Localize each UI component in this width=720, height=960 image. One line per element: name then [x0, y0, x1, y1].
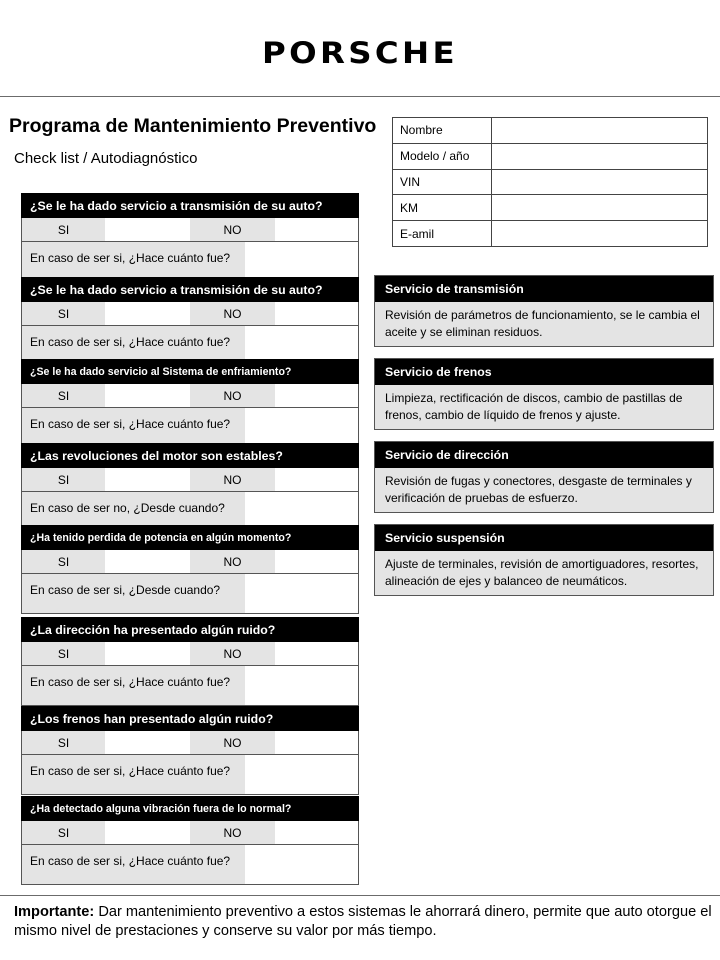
service-box-steering [374, 441, 714, 513]
top-divider [0, 96, 720, 97]
info-row-email [393, 221, 708, 247]
followup-answer-field[interactable] [245, 755, 358, 794]
question-header: ¿Ha tenido perdida de potencia en algún momento? [21, 525, 359, 550]
yes-label: SI [22, 550, 105, 573]
followup-row [21, 242, 359, 282]
no-label: NO [190, 642, 275, 665]
service-description: Revisión de fugas y conectores, desgaste de terminales y verificación de pruebas de esfuerzo. [375, 468, 713, 512]
yes-checkbox[interactable] [105, 384, 190, 407]
followup-answer-field[interactable] [245, 666, 358, 705]
question-header: ¿La dirección ha presentado algún ruido? [21, 617, 359, 642]
no-label: NO [190, 731, 275, 754]
question-block-steering-noise [21, 617, 359, 706]
no-label: NO [190, 218, 275, 241]
info-label: KM [393, 195, 492, 221]
no-checkbox[interactable] [275, 550, 358, 573]
followup-row [21, 755, 359, 795]
no-label: NO [190, 821, 275, 844]
followup-label: En caso de ser si, ¿Hace cuánto fue? [22, 408, 245, 447]
km-field[interactable] [492, 195, 708, 221]
yes-label: SI [22, 731, 105, 754]
yes-checkbox[interactable] [105, 468, 190, 491]
question-header: ¿Las revoluciones del motor son estables? [21, 443, 359, 468]
info-label: Nombre [393, 118, 492, 144]
question-block-transmission-2 [21, 277, 359, 366]
bottom-divider [0, 895, 720, 896]
followup-answer-field[interactable] [245, 242, 358, 281]
answer-row [21, 821, 359, 845]
answer-row [21, 642, 359, 666]
answer-row [21, 218, 359, 242]
followup-answer-field[interactable] [245, 408, 358, 447]
no-label: NO [190, 302, 275, 325]
question-header: ¿Los frenos han presentado algún ruido? [21, 706, 359, 731]
service-box-brakes [374, 358, 714, 430]
page-subtitle: Check list / Autodiagnóstico [14, 150, 198, 167]
followup-label: En caso de ser si, ¿Hace cuánto fue? [22, 326, 245, 365]
yes-label: SI [22, 468, 105, 491]
followup-label: En caso de ser no, ¿Desde cuando? [22, 492, 245, 531]
question-block-vibration [21, 796, 359, 885]
followup-row [21, 408, 359, 448]
yes-checkbox[interactable] [105, 550, 190, 573]
service-title: Servicio suspensión [375, 525, 713, 551]
question-header: ¿Ha detectado alguna vibración fuera de lo normal? [21, 796, 359, 821]
info-row-name [393, 118, 708, 144]
info-label: Modelo / año [393, 143, 492, 169]
name-field[interactable] [492, 118, 708, 144]
followup-answer-field[interactable] [245, 845, 358, 884]
no-checkbox[interactable] [275, 218, 358, 241]
yes-checkbox[interactable] [105, 821, 190, 844]
yes-label: SI [22, 384, 105, 407]
service-description: Revisión de parámetros de funcionamiento, se le cambia el aceite y se eliminan residuos. [375, 302, 713, 346]
note-text: Dar mantenimiento preventivo a estos sistemas le ahorrará dinero, permite que auto otorgue el mismo nivel de prestaciones y conserve su valor por más tiempo. [14, 904, 712, 939]
followup-row [21, 666, 359, 706]
followup-label: En caso de ser si, ¿Hace cuánto fue? [22, 845, 245, 884]
email-field[interactable] [492, 221, 708, 247]
question-header: ¿Se le ha dado servicio al Sistema de enfriamiento? [21, 359, 359, 384]
no-label: NO [190, 384, 275, 407]
service-title: Servicio de frenos [375, 359, 713, 385]
vin-field[interactable] [492, 169, 708, 195]
followup-row [21, 845, 359, 885]
service-box-suspension [374, 524, 714, 596]
important-note [14, 903, 714, 941]
question-header: ¿Se le ha dado servicio a transmisión de su auto? [21, 193, 359, 218]
info-row-km [393, 195, 708, 221]
info-row-model [393, 143, 708, 169]
no-label: NO [190, 468, 275, 491]
answer-row [21, 731, 359, 755]
service-title: Servicio de transmisión [375, 276, 713, 302]
followup-answer-field[interactable] [245, 574, 358, 613]
yes-label: SI [22, 302, 105, 325]
porsche-wordmark [260, 36, 460, 70]
model-year-field[interactable] [492, 143, 708, 169]
no-checkbox[interactable] [275, 468, 358, 491]
followup-label: En caso de ser si, ¿Desde cuando? [22, 574, 245, 613]
no-checkbox[interactable] [275, 384, 358, 407]
no-checkbox[interactable] [275, 302, 358, 325]
question-block-transmission [21, 193, 359, 282]
no-checkbox[interactable] [275, 821, 358, 844]
question-header: ¿Se le ha dado servicio a transmisión de su auto? [21, 277, 359, 302]
service-box-transmission [374, 275, 714, 347]
no-checkbox[interactable] [275, 642, 358, 665]
answer-row [21, 302, 359, 326]
answer-row [21, 384, 359, 408]
info-row-vin [393, 169, 708, 195]
yes-checkbox[interactable] [105, 218, 190, 241]
followup-label: En caso de ser si, ¿Hace cuánto fue? [22, 242, 245, 281]
question-block-brakes-noise [21, 706, 359, 795]
logo-text: PORSCHE [262, 36, 458, 70]
followup-label: En caso de ser si, ¿Hace cuánto fue? [22, 666, 245, 705]
no-label: NO [190, 550, 275, 573]
note-label: Importante: [14, 904, 95, 920]
answer-row [21, 550, 359, 574]
vehicle-info-table [392, 117, 708, 247]
yes-checkbox[interactable] [105, 302, 190, 325]
followup-label: En caso de ser si, ¿Hace cuánto fue? [22, 755, 245, 794]
service-description: Ajuste de terminales, revisión de amortiguadores, resortes, alineación de ejes y balanceo de neumáticos. [375, 551, 713, 595]
followup-row [21, 574, 359, 614]
service-title: Servicio de dirección [375, 442, 713, 468]
yes-label: SI [22, 821, 105, 844]
yes-checkbox[interactable] [105, 642, 190, 665]
info-label: VIN [393, 169, 492, 195]
answer-row [21, 468, 359, 492]
no-checkbox[interactable] [275, 731, 358, 754]
question-block-cooling [21, 359, 359, 448]
question-block-engine-rpm [21, 443, 359, 532]
porsche-logo [0, 36, 720, 70]
yes-label: SI [22, 218, 105, 241]
yes-label: SI [22, 642, 105, 665]
info-label: E-amil [393, 221, 492, 247]
yes-checkbox[interactable] [105, 731, 190, 754]
service-description: Limpieza, rectificación de discos, cambio de pastillas de frenos, cambio de líquido de frenos y ajuste. [375, 385, 713, 429]
question-block-power-loss [21, 525, 359, 614]
page-title: Programa de Mantenimiento Preventivo [9, 115, 377, 137]
